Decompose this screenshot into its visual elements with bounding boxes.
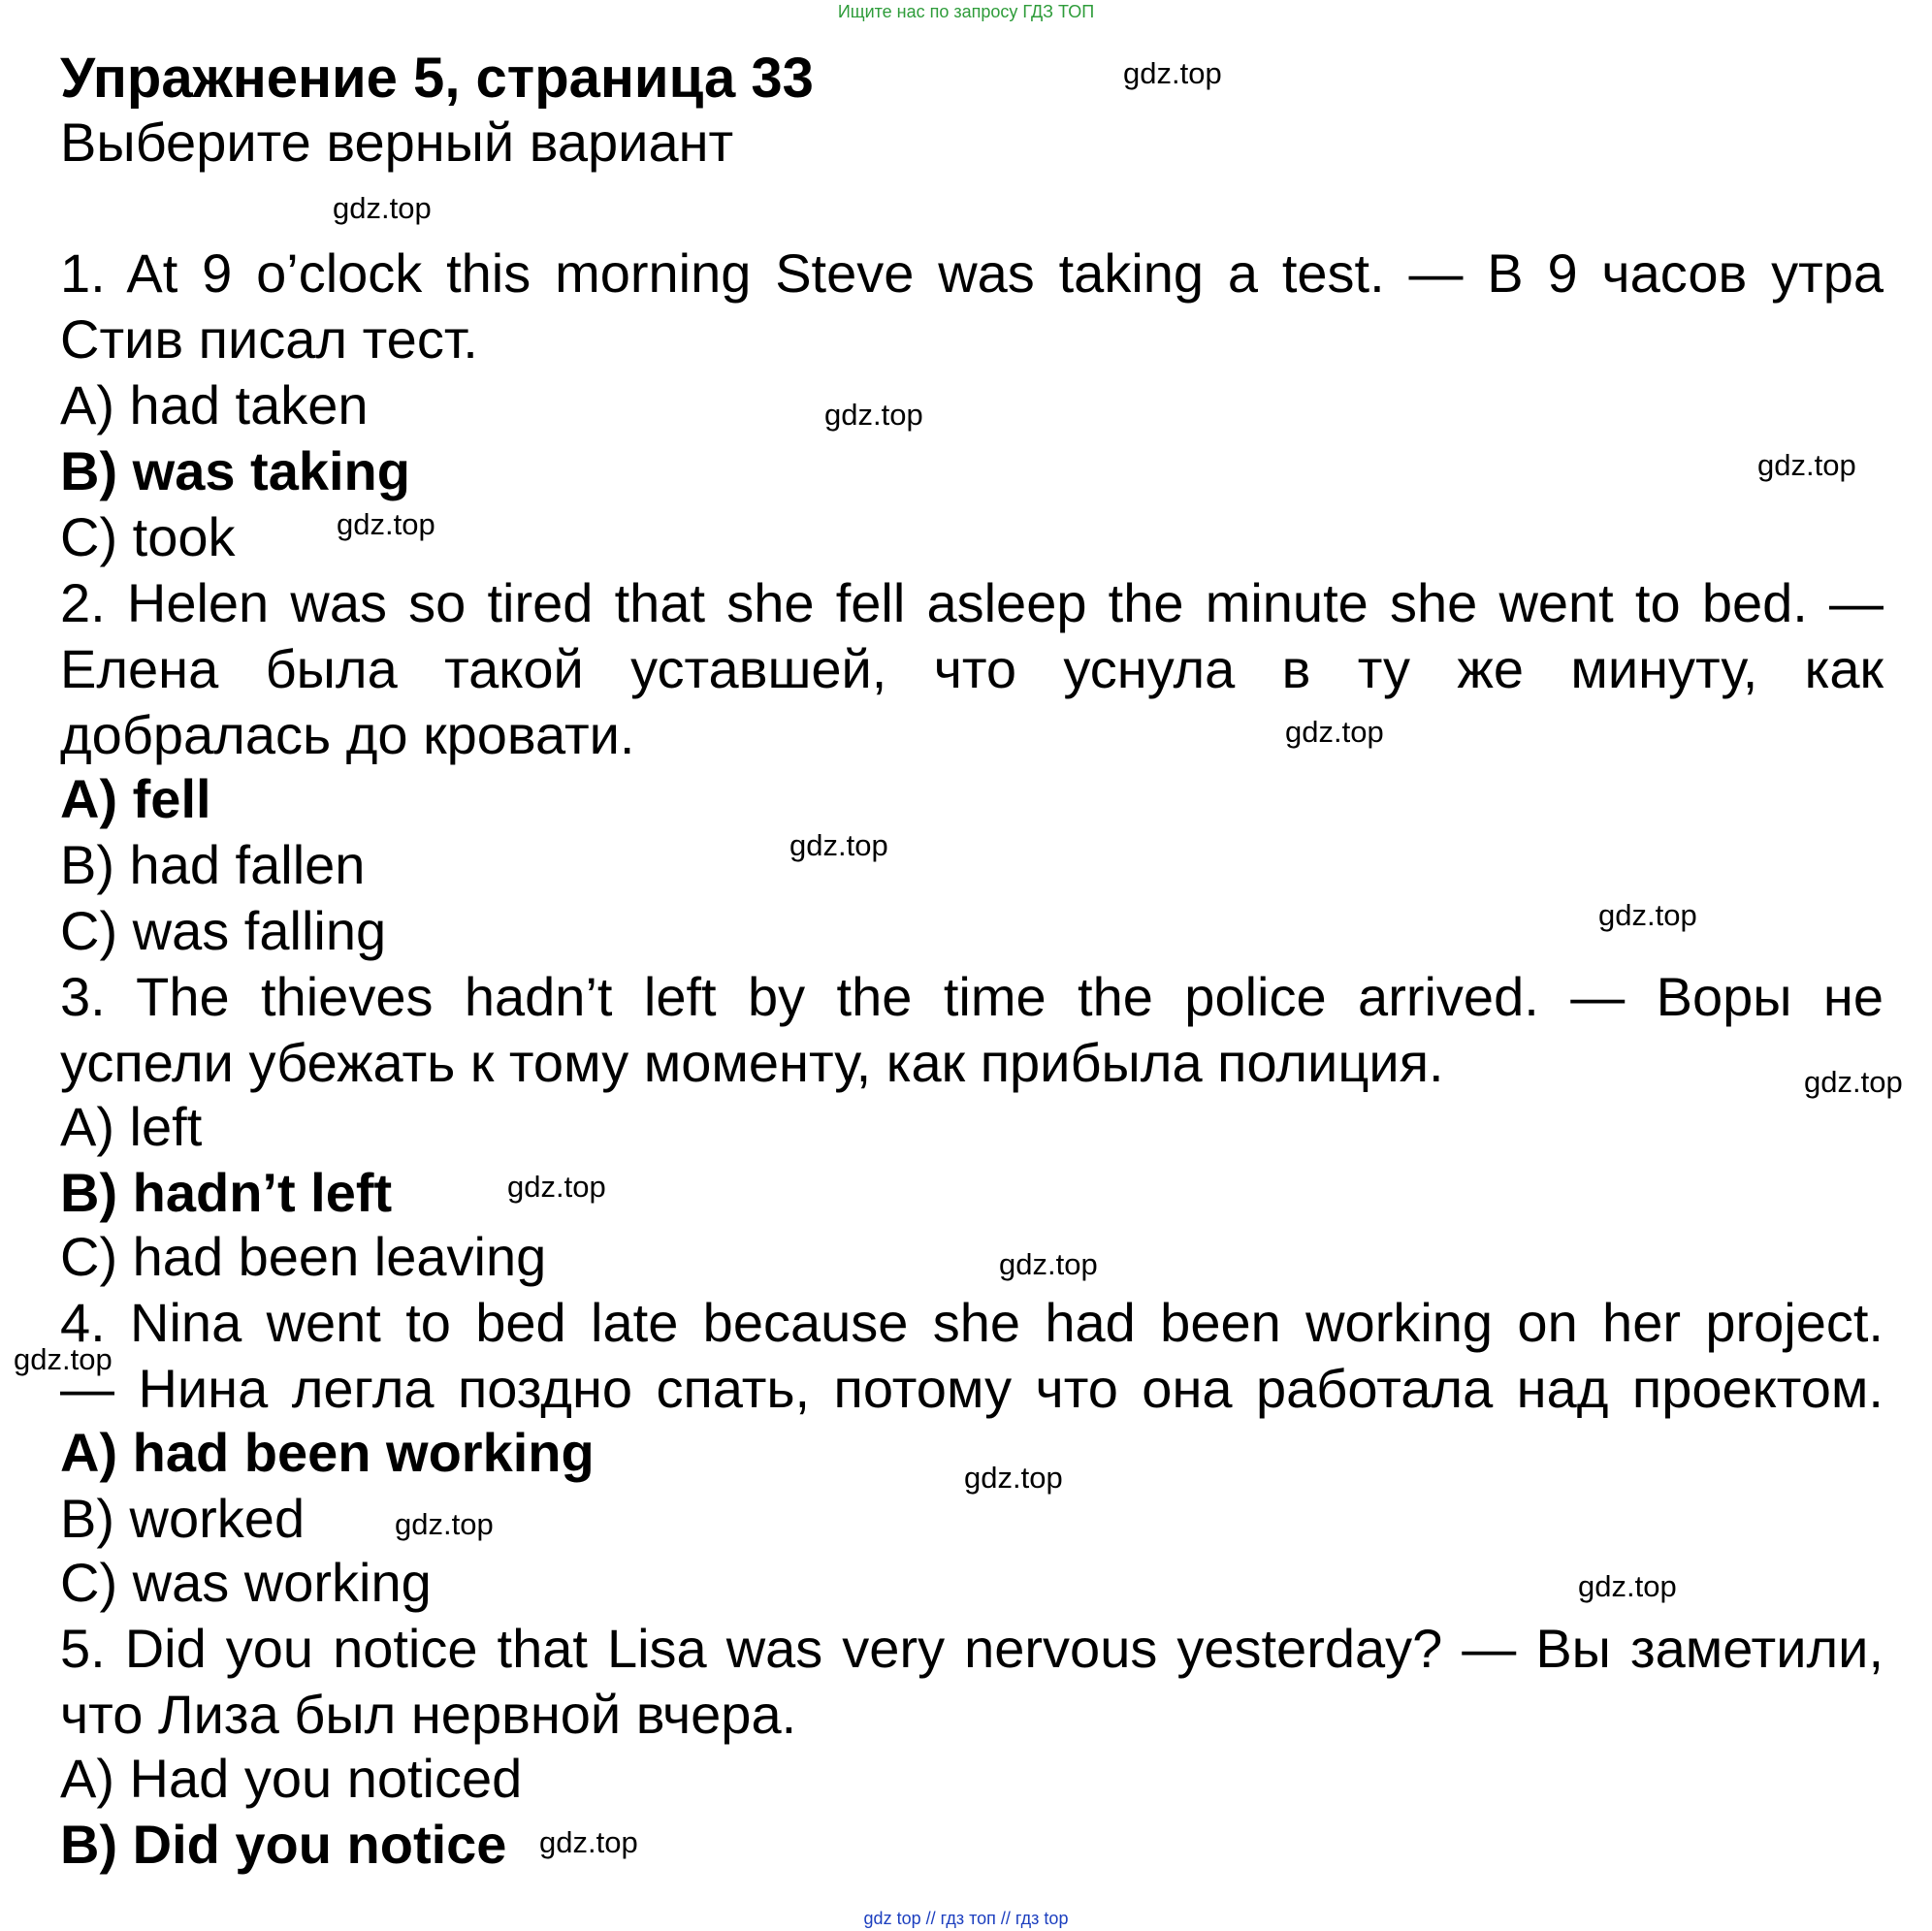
question-3-line-2: успели убежать к тому моменту, как прибыла полиция. (60, 1032, 1444, 1093)
question-4-option-c: C) was working (60, 1552, 432, 1613)
question-5-line-1: 5. Did you notice that Lisa was very nervous yesterday? — Вы заметили, (60, 1618, 1884, 1679)
question-4-option-b: B) worked (60, 1488, 306, 1549)
question-5-line-2: что Лиза был нервной вчера. (60, 1684, 797, 1745)
watermark: gdz.top (14, 1342, 113, 1376)
question-5-option-b-correct: B) Did you notice (60, 1814, 507, 1875)
site-banner-bottom: gdz top // гдз топ // гдз top (863, 1909, 1069, 1928)
question-1-option-c: C) took (60, 506, 236, 567)
watermark: gdz.top (999, 1247, 1098, 1281)
watermark: gdz.top (337, 507, 435, 541)
watermark: gdz.top (333, 191, 432, 225)
watermark: gdz.top (1598, 898, 1697, 932)
watermark: gdz.top (1804, 1065, 1903, 1099)
question-4-option-a-correct: A) had been working (60, 1422, 595, 1483)
question-5-option-a: A) Had you noticed (60, 1748, 523, 1809)
watermark: gdz.top (824, 398, 923, 432)
watermark: gdz.top (1285, 715, 1384, 749)
question-3-option-c: C) had been leaving (60, 1226, 547, 1287)
question-4-line-1: 4. Nina went to bed late because she had been working on her project. (60, 1292, 1884, 1353)
question-2-option-a-correct: A) fell (60, 768, 211, 829)
question-3-option-b-correct: B) hadn’t left (60, 1162, 393, 1223)
watermark: gdz.top (539, 1825, 638, 1859)
exercise-title: Упражнение 5, страница 33 (60, 47, 814, 110)
question-1-option-b-correct: B) was taking (60, 440, 410, 501)
question-1-option-a: A) had taken (60, 374, 369, 435)
watermark: gdz.top (1123, 56, 1222, 90)
question-2-line-1: 2. Helen was so tired that she fell asleep the minute she went to bed. — (60, 572, 1884, 633)
watermark: gdz.top (789, 828, 888, 862)
question-2-line-2: Елена была такой уставшей, что уснула в ту же минуту, как (60, 638, 1884, 699)
site-banner-top: Ищите нас по запросу ГДЗ ТОП (837, 2, 1095, 21)
question-1-line-1: 1. At 9 o’clock this morning Steve was taking a test. — В 9 часов утра (60, 242, 1884, 304)
watermark: gdz.top (1578, 1569, 1677, 1603)
question-4-line-2: — Нина легла поздно спать, потому что она работала над проектом. (60, 1358, 1884, 1419)
question-2-option-b: B) had fallen (60, 834, 366, 895)
watermark: gdz.top (964, 1461, 1063, 1495)
question-2-line-3: добралась до кровати. (60, 704, 635, 765)
question-3-line-1: 3. The thieves hadn’t left by the time the police arrived. — Воры не (60, 966, 1884, 1027)
question-3-option-a: A) left (60, 1096, 203, 1157)
exercise-instruction: Выберите верный вариант (60, 112, 734, 173)
question-1-line-2: Стив писал тест. (60, 308, 478, 370)
watermark: gdz.top (1757, 448, 1856, 482)
question-2-option-c: C) was falling (60, 900, 387, 961)
watermark: gdz.top (507, 1170, 606, 1204)
watermark: gdz.top (395, 1507, 494, 1541)
